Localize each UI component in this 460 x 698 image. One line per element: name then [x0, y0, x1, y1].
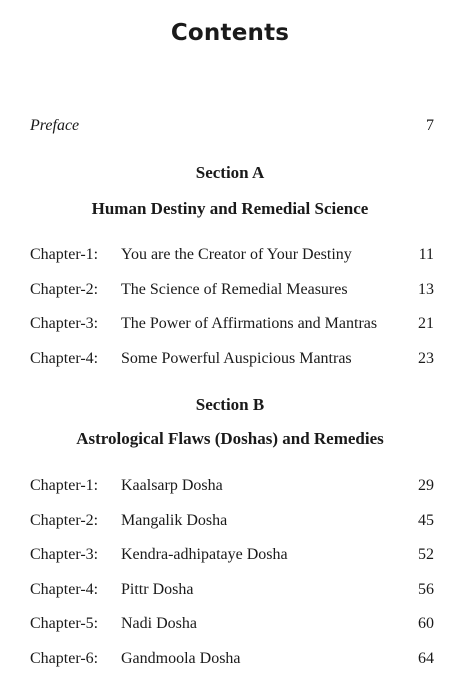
chapter-label: Chapter-2: [30, 511, 99, 529]
chapter-title: The Science of Remedial Measures [121, 280, 348, 298]
chapter-label: Chapter-5: [30, 615, 99, 632]
chapter-page-number: 56 [418, 580, 434, 598]
section-b-chapter-list [30, 477, 434, 684]
chapter-title: Some Powerful Auspicious Mantras [121, 349, 352, 367]
toc-entry[interactable] [30, 281, 434, 316]
section-a-subtitle: Human Destiny and Remedial Science [91, 199, 369, 218]
toc-entry[interactable] [30, 546, 434, 581]
section-a-chapter-list [30, 246, 434, 384]
toc-entry[interactable] [30, 512, 434, 547]
chapter-page-number: 13 [418, 280, 434, 298]
chapter-title: Kaalsarp Dosha [121, 477, 223, 494]
chapter-label: Chapter-1: [30, 246, 99, 263]
chapter-title: Pittr Dosha [121, 580, 194, 598]
toc-entry[interactable] [30, 246, 434, 281]
toc-entry[interactable] [30, 581, 434, 616]
chapter-page-number: 21 [418, 315, 434, 332]
preface-page-number: 7 [426, 117, 434, 134]
chapter-title: The Power of Affirmations and Mantras [121, 315, 378, 332]
chapter-page-number: 45 [418, 511, 434, 529]
page-title: Contents [170, 20, 290, 46]
chapter-label: Chapter-3: [30, 546, 99, 563]
toc-entry[interactable] [30, 477, 434, 512]
chapter-page-number: 23 [418, 349, 434, 367]
chapter-page-number: 29 [418, 477, 434, 494]
toc-entry[interactable] [30, 350, 434, 385]
chapter-title: Gandmoola Dosha [121, 649, 241, 667]
toc-entry[interactable] [30, 615, 434, 650]
toc-entry-preface[interactable] [30, 117, 434, 139]
chapter-label: Chapter-4: [30, 580, 99, 598]
chapter-page-number: 52 [418, 546, 434, 563]
chapter-label: Chapter-3: [30, 315, 99, 332]
chapter-page-number: 60 [418, 615, 434, 632]
chapter-page-number: 64 [418, 649, 434, 667]
chapter-title: Nadi Dosha [121, 615, 197, 632]
chapter-title: You are the Creator of Your Destiny [121, 246, 352, 263]
chapter-label: Chapter-1: [30, 477, 99, 494]
chapter-label: Chapter-6: [30, 649, 99, 667]
chapter-label: Chapter-4: [30, 349, 99, 367]
preface-label: Preface [30, 117, 80, 134]
section-b-subtitle: Astrological Flaws (Doshas) and Remedies [76, 429, 384, 448]
chapter-title: Kendra-adhipataye Dosha [121, 546, 288, 563]
section-a-heading: Section A [195, 163, 265, 182]
toc-entry[interactable] [30, 650, 434, 685]
section-b-heading: Section B [195, 395, 265, 414]
chapter-label: Chapter-2: [30, 280, 99, 298]
chapter-title: Mangalik Dosha [121, 511, 228, 529]
toc-entry[interactable] [30, 315, 434, 350]
chapter-page-number: 11 [418, 246, 434, 263]
